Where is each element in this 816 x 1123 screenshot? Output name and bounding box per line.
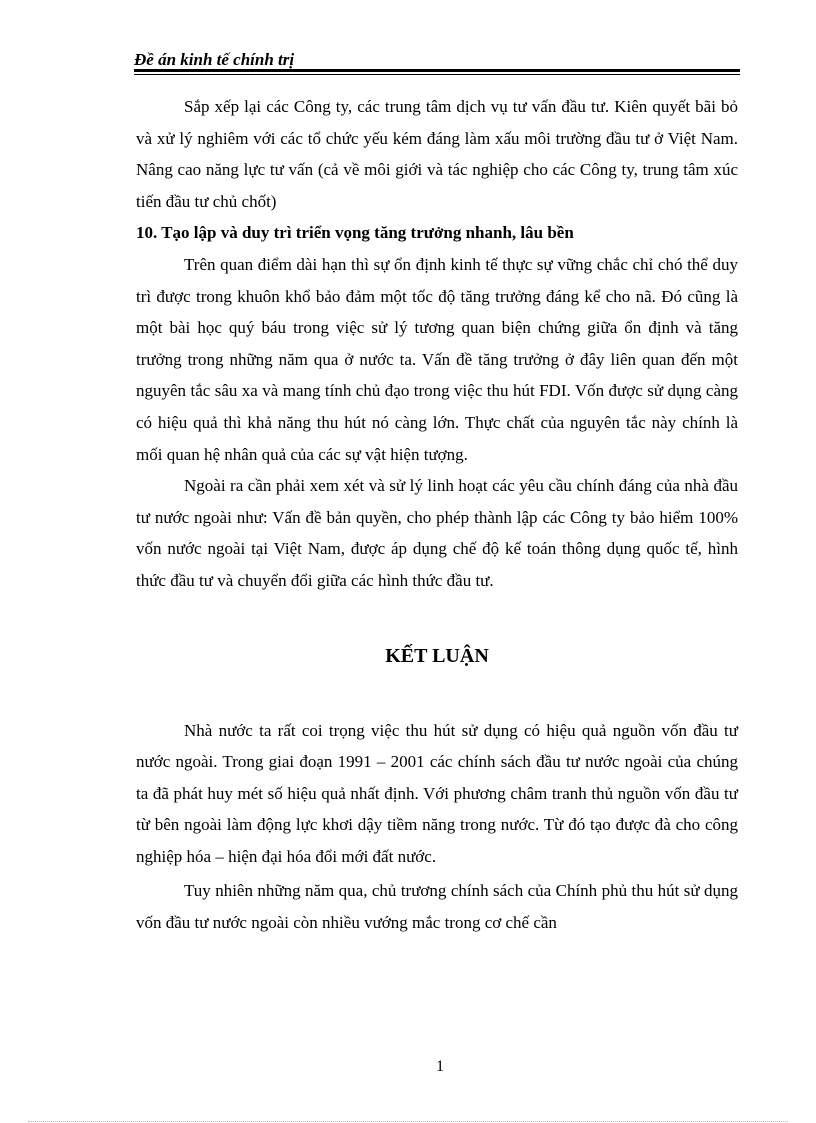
- paragraph-reorganize-consultancy: Sắp xếp lại các Công ty, các trung tâm dịch vụ tư vấn đầu tư. Kiên quyết bãi bỏ và xử lý nghiêm với các tổ chức yếu kém đáng làm xấu môi trường đầu tư ở Việt Nam. Nâng cao năng lực tư vấn (cả về môi giới và tác nghiệp cho các Công ty, trung tâm xúc tiến đầu tư chủ chốt): [136, 97, 738, 211]
- spacer: [136, 597, 738, 641]
- page-bottom-edge: [28, 1121, 788, 1122]
- section-heading-10: 10. Tạo lập và duy trì triển vọng tăng trưởng nhanh, lâu bền: [136, 223, 574, 243]
- header-title: Đề án kinh tế chính trị: [134, 50, 295, 69]
- paragraph-conclusion-1: Nhà nước ta rất coi trọng việc thu hút sử dụng có hiệu quả nguồn vốn đầu tư nước ngoài. Trong giai đoạn 1991 – 2001 các chính sách đầu tư nước ngoài của chúng ta đã phát huy mét số hiệu quả nhất định. Với phương châm tranh thủ nguồn vốn đầu tư từ bên ngoài làm động lực khơi dậy tiềm năng trong nước. Từ đó tạo được đà cho công nghiệp hóa – hiện đại hóa đổi mới đất nước.: [136, 720, 738, 866]
- page-header: [134, 48, 740, 72]
- paragraph-conclusion-2: Tuy nhiên những năm qua, chủ trương chính sách của Chính phủ thu hút sử dụng vốn đầu tư nước ngoài còn nhiều vướng mắc trong cơ chế cần: [136, 881, 738, 933]
- header-rule-thin: [134, 74, 740, 75]
- page-number: 1: [436, 1058, 444, 1075]
- paragraph-investor-requirements: Ngoài ra cần phải xem xét và sử lý linh hoạt các yêu cầu chính đáng của nhà đầu tư nước ngoài như: Vấn đề bản quyền, cho phép thành lập các Công ty bảo hiểm 100% vốn nước ngoài tại Việt Nam, được áp dụng chế độ kế toán thông dụng quốc tế, hình thức đầu tư và chuyển đổi giữa các hình thức đầu tư.: [136, 476, 738, 590]
- header-rule-thick: [134, 69, 740, 72]
- document-body: [136, 91, 738, 939]
- paragraph-growth-stability: Trên quan điểm dài hạn thì sự ổn định kinh tế thực sự vững chắc chỉ chó thể duy trì được trong khuôn khổ bảo đảm một tốc độ tăng trưởng đáng kể cho nã. Đó cũng là một bài học quý báu trong việc sử lý tương quan biện chứng giữa ổn định và tăng trưởng trong những năm qua ở nước ta. Vấn đề tăng trưởng ở đây liên quan đến một nguyên tắc sâu xa và mang tính chủ đạo trong việc thu hút FDI. Vốn được sử dụng càng có hiệu quả thì khả năng thu hút nó càng lớn. Thực chất của nguyên tắc này chính là mối quan hệ nhân quả của các sự vật hiện tượng.: [136, 254, 738, 464]
- conclusion-title: KẾT LUẬN: [385, 644, 489, 667]
- spacer: [136, 671, 738, 715]
